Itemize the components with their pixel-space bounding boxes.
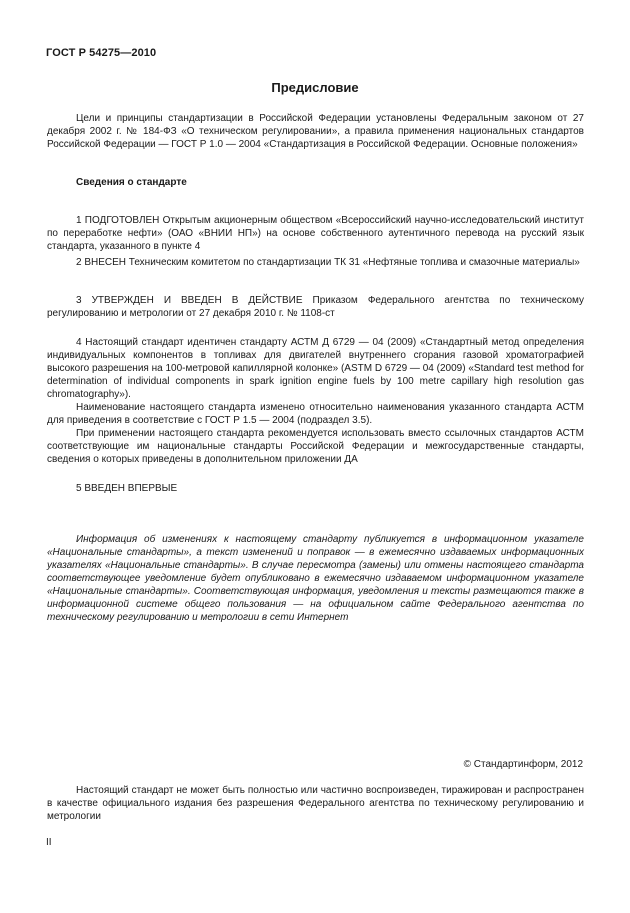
intro-paragraph: Цели и принципы стандартизации в Российской Федерации установлены Федеральным законом от 27 декабря 2002 г. № 184-ФЗ «О техническом регулировании», а правила применения национальных стандартов Российской Федерации — ГОСТ Р 1.0 — 2004 «Стандартизация в Российской Федерации. Основные положения» — [47, 113, 584, 150]
item-4-block — [47, 336, 584, 466]
notice-paragraph: Информация об изменениях к настоящему стандарту публикуется в информационном указателе «Национальные стандарты», а текст изменений и поправок — в ежемесячно издаваемых информационных указателях «Национальные стандарты». В случае пересмотра (замены) или отмены настоящего стандарта соответствующее уведомление будет опубликовано в ежемесячно издаваемом информационном указателе «Национальные стандарты». Соответствующая информация, уведомления и тексты размещаются также в информационной системе общего пользования — на официальном сайте Федерального агентства по техническому регулированию и метрологии в сети Интернет — [47, 534, 584, 623]
page-title: Предисловие — [271, 80, 359, 95]
item-1-prepared: 1 ПОДГОТОВЛЕН Открытым акционерным обществом «Всероссийский научно-исследовательский институт по переработке нефти» (ОАО «ВНИИ НП») на основе собственного аутентичного перевода на русский язык стандарта, указанного в пункте 4 — [47, 215, 584, 252]
item-3-block — [47, 294, 584, 320]
item-3-approved: 3 УТВЕРЖДЕН И ВВЕДЕН В ДЕЙСТВИЕ Приказом Федерального агентства по техническому регулированию и метрологии от 27 декабря 2010 г. № 1108-ст — [47, 295, 584, 319]
notice-section — [47, 533, 584, 624]
reproduction-notice: Настоящий стандарт не может быть полностью или частично воспроизведен, тиражирован и распространен в качестве официального издания без разрешения Федерального агентства по техническому регулированию и метрологии — [47, 785, 584, 822]
standard-info-heading-block — [47, 176, 584, 189]
item-4-note-name-change: Наименование настоящего стандарта изменено относительно наименования указанного стандарта АСТМ для приведения в соответствие с ГОСТ Р 1.5 — 2004 (подраздел 3.5). — [47, 402, 584, 426]
intro-section — [47, 112, 584, 151]
copyright: © Стандартинформ, 2012 — [463, 759, 583, 770]
item-5-block — [47, 482, 584, 495]
item-5-first-introduced: 5 ВВЕДЕН ВПЕРВЫЕ — [76, 483, 178, 494]
item-4-note-references: При применении настоящего стандарта рекомендуется использовать вместо ссылочных стандартов АСТМ соответствующие им национальные стандарты Российской Федерации и межгосударственные стандарты, сведения о которых приведены в дополнительном приложении ДА — [47, 428, 584, 465]
reproduction-section — [47, 784, 584, 823]
standard-info-heading: Сведения о стандарте — [76, 177, 187, 188]
item-2-introduced: 2 ВНЕСЕН Техническим комитетом по стандартизации ТК 31 «Нефтяные топлива и смазочные материалы» — [76, 257, 580, 268]
page-number: II — [46, 837, 52, 848]
item-4-identical: 4 Настоящий стандарт идентичен стандарту АСТМ Д 6729 — 04 (2009) «Стандартный метод определения индивидуальных компонентов в топливах для двигателей внутреннего сгорания газовой хроматографией высокого разрешения на 100-метровой капиллярной колонке» (ASTM D 6729 — 04 (2009) «Standard test method for determination of individual components in spark ignition engine fuels by 100 metre capillary high resolution gas chromatography»). — [47, 337, 584, 400]
document-id: ГОСТ Р 54275—2010 — [46, 47, 157, 59]
item-2-block — [47, 256, 584, 269]
item-1-block — [47, 214, 584, 253]
